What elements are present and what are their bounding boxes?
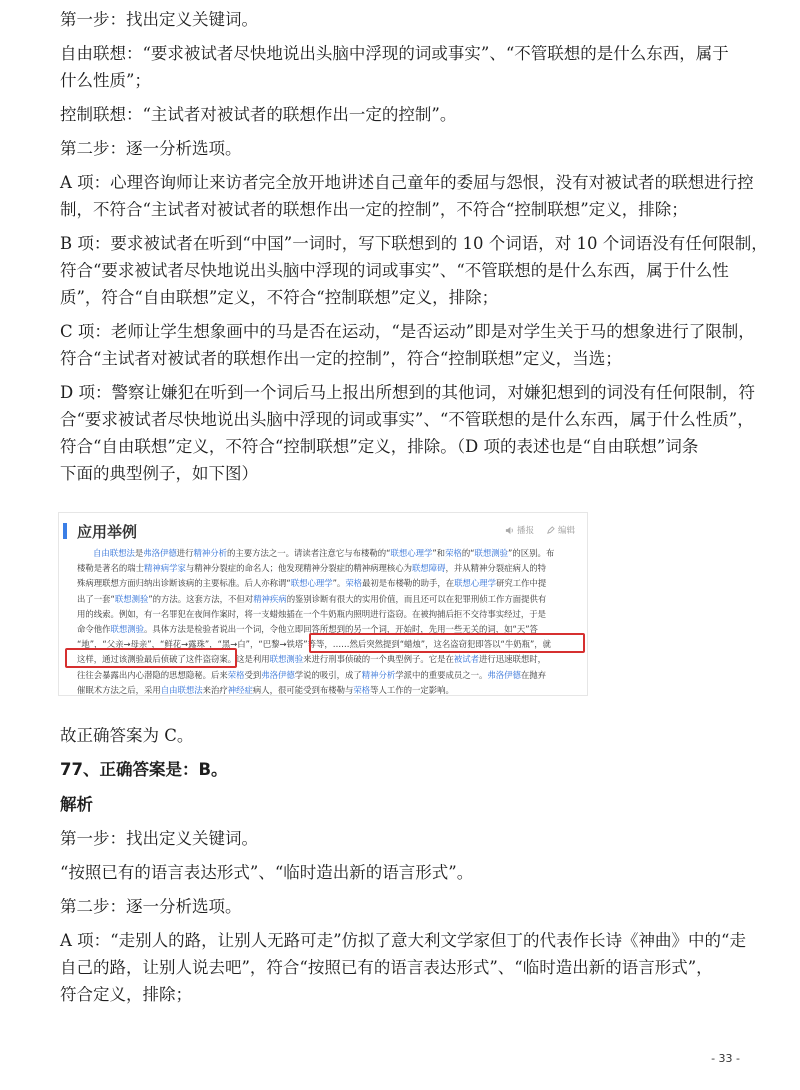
text-line: 符合“主试者对被试者的联想作出一定的控制”，符合“控制联想”定义，当选； [60, 349, 622, 368]
card-text-line: 出了一套“联想测验”的方法。这套方法，不但对精神疾病的鉴别诊断有很大的实用价值，而且还可以在犯罪刑侦工作方面提供有 [77, 593, 547, 604]
paragraph-step1-a [60, 6, 750, 33]
card-header [59, 513, 587, 543]
paragraph-controlled-association-keywords [60, 101, 750, 128]
text-line: C 项：老师让学生想象画中的马是否在运动，“是否运动”即是对学生关于马的想象进行了限制， [60, 322, 755, 341]
text-line: 第一步：找出定义关键词。 [60, 10, 258, 29]
card-text-line: 命令他作联想测验。具体方法是检验者说出一个词，令他立即回答所想到的另一个词，开始时，先用一些无关的词，如“天”答 [77, 624, 538, 635]
edit-action[interactable] [546, 524, 575, 536]
text-line: 自己的路，让别人说去吧”，符合“按照已有的语言表达形式”、“临时造出新的语言形式”， [60, 958, 713, 977]
paragraph-option-b [60, 230, 768, 311]
paragraph-option-a-77 [60, 927, 750, 1008]
text-line: 自由联想：“要求被试者尽快地说出头脑中浮现的词或事实”、“不管联想的是什么东西，属于 [60, 44, 729, 63]
highlight-box-2 [65, 648, 237, 668]
paragraph-answer-c [60, 722, 750, 749]
paragraph-step2-a [60, 135, 750, 162]
card-text-line: 楼勒是著名的瑞士精神病学家与精神分裂症的命名人；他发现精神分裂症的精神病理核心为联想障碍，并从精神分裂症病人的特 [77, 563, 546, 574]
card-text-line: 催眠术方法之后，采用自由联想法来治疗神经症病人，很可能受到布楼勒与荣格等人工作的一定影响。 [77, 684, 454, 695]
paragraph-step2-b [60, 893, 750, 920]
page-number: - 33 - [711, 1052, 740, 1065]
question-77-answer [60, 756, 750, 783]
text-line: 符合定义，排除； [60, 985, 192, 1004]
paragraph-option-a [60, 169, 754, 223]
text-line: A 项：心理咨询师让来访者完全放开地讲述自己童年的委屈与怨恨，没有对被试者的联想进行控 [60, 173, 754, 192]
pencil-icon [546, 526, 555, 535]
card-text-line: “地”，“父亲→母亲”，“鲜花→露珠”，“黑→白”，“巴黎→铁塔”等等，……然后突然提到“蜡烛”，这名盗窃犯即答以“牛奶瓶”，就 [77, 639, 552, 650]
paragraph-free-association-keywords [60, 40, 750, 94]
card-text-line: 自由联想法是弗洛伊德进行精神分析的主要方法之一。请读者注意它与布楼勒的“联想心理学”和荣格的“联想测验”的区别。布 [93, 548, 555, 558]
text-line: 符合“要求被试者尽快地说出头脑中浮现的词或事实”、“不管联想的是什么东西，属于什么性 [60, 261, 729, 280]
speaker-icon [505, 526, 514, 535]
text-line: 制，不符合“主试者对被试者的联想作出一定的控制”，不符合“控制联想”定义，排除； [60, 200, 688, 219]
application-example-screenshot [58, 512, 588, 696]
text-line: 故正确答案为 C。 [60, 726, 194, 745]
text-line: 什么性质”； [60, 71, 151, 90]
card-text-line: 用的线索。例如，有一名罪犯在夜间作案时，将一支蜡烛插在一个牛奶瓶内照明进行盗窃。在被拘捕后拒不交待事实经过，于是 [77, 608, 546, 619]
paragraph-option-c [60, 318, 755, 372]
paragraph-step1-b [60, 825, 750, 852]
text-line: 控制联想：“主试者对被试者的联想作出一定的控制”。 [60, 105, 457, 124]
highlight-box-1 [309, 633, 585, 653]
paragraph-option-d [60, 379, 755, 487]
text-line: “按照已有的语言表达形式”、“临时造出新的语言形式”。 [60, 863, 474, 882]
broadcast-label: 播报 [516, 526, 534, 536]
card-actions [505, 524, 575, 536]
card-text-line: 这样，通过该测验最后侦破了这件盗窃案。这是利用联想测验来进行刑事侦破的一个典型例子。它是在被试者进行迅速联想时， [77, 654, 546, 665]
card-title: 应用举例 [77, 523, 138, 541]
card-text-line: 殊病理联想方面归纳出诊断该病的主要标准。后人亦称谓“联想心理学”。荣格最初是布楼勒的助手，在联想心理学研究工作中提 [77, 578, 547, 589]
text-line: 符合“自由联想”定义，不符合“控制联想”定义，排除。（D 项的表述也是“自由联想”词条 [60, 437, 699, 456]
card-accent-bar [63, 523, 67, 539]
text-line: 下面的典型例子，如下图） [60, 464, 258, 483]
text-line: 第二步：逐一分析选项。 [60, 897, 242, 916]
paragraph-language-keywords [60, 859, 750, 886]
card-body-text [77, 546, 577, 696]
analysis-heading [60, 791, 750, 818]
text-line: 第一步：找出定义关键词。 [60, 829, 258, 848]
text-line: D 项：警察让嫌犯在听到一个词后马上报出所想到的其他词，对嫌犯想到的词没有任何限制，符 [60, 383, 755, 402]
text-line: A 项：“走别人的路，让别人无路可走”仿拟了意大利文学家但丁的代表作长诗《神曲》中的“走 [60, 931, 746, 950]
text-line: B 项：要求被试者在听到“中国”一词时，写下联想到的 10 个词语，对 10 个词语没有任何限制， [60, 234, 768, 253]
text-line: 77、正确答案是：B。 [60, 760, 228, 779]
text-line: 第二步：逐一分析选项。 [60, 139, 242, 158]
card-text-line: 往往会暴露出内心潜隐的思想隐秘。后来荣格受到弗洛伊德学说的吸引，成了精神分析学派中的重要成员之一。弗洛伊德在抛弃 [77, 669, 546, 680]
text-line: 合“要求被试者尽快地说出头脑中浮现的词或事实”、“不管联想的是什么东西，属于什么性质”， [60, 410, 754, 429]
text-line: 质”，符合“自由联想”定义，不符合“控制联想”定义，排除； [60, 288, 499, 307]
broadcast-action[interactable] [505, 524, 534, 536]
edit-label: 编辑 [557, 526, 575, 536]
text-line: 解析 [60, 795, 93, 814]
